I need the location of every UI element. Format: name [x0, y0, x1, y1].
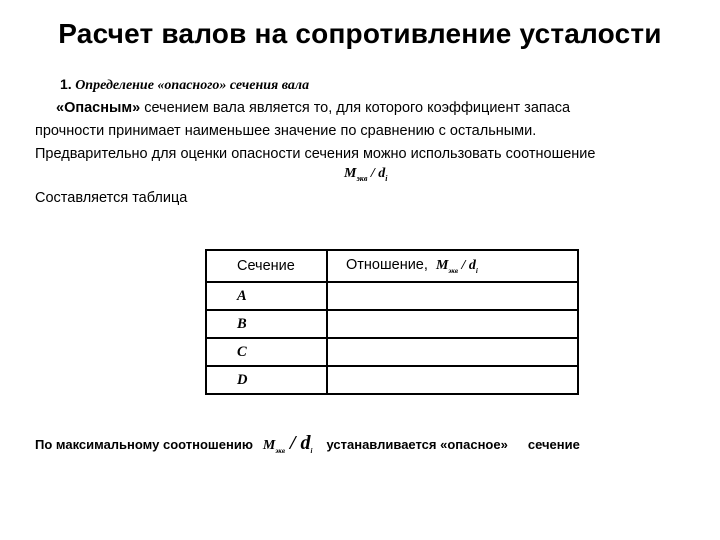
concl-formula-sep: / d: [284, 432, 311, 454]
table-header-ratio: [327, 250, 578, 282]
conclusion-lead: По максимальному соотношению: [35, 437, 253, 452]
section-heading: [60, 76, 309, 94]
hdr-formula-sep: / d: [458, 258, 476, 274]
table-header-section: Сечение: [206, 250, 327, 282]
hdr-formula-sub2: i: [475, 266, 478, 275]
paragraph-line-1-text: сечением вала является то, для которого коэффициент запаса: [140, 100, 571, 116]
table-cell-empty: [327, 310, 578, 338]
section-number: 1.: [60, 76, 72, 92]
page-title: Расчет валов на сопротивление усталости: [58, 18, 662, 49]
ratio-formula: [344, 166, 388, 183]
table-row: [206, 366, 578, 394]
table-cell-empty: [327, 366, 578, 394]
table-row: [206, 282, 578, 310]
formula-sub2: i: [385, 173, 388, 183]
table-header-row: [206, 250, 578, 282]
concl-formula-m: M: [262, 438, 276, 453]
table-row-label: D: [206, 366, 327, 394]
table-intro: Составляется таблица: [35, 190, 188, 206]
paragraph-line-2: прочности принимает наименьшее значение по сравнению с остальными.: [35, 123, 537, 139]
concl-formula-sub: экв: [275, 446, 285, 455]
conclusion-formula: [262, 432, 313, 455]
bold-term: «Опасным»: [56, 100, 141, 116]
table-row: [206, 310, 578, 338]
formula-sep: / d: [367, 166, 386, 181]
conclusion-last: сечение: [527, 437, 580, 452]
section-heading-text: Определение «опасного» сечения вала: [75, 78, 310, 93]
table-row-label: C: [206, 338, 327, 366]
formula-m: M: [344, 166, 357, 181]
table-row-label: B: [206, 310, 327, 338]
hdr-formula-m: M: [435, 258, 449, 274]
table-header-ratio-label: Отношение,: [346, 257, 428, 274]
paragraph-line-1: [56, 100, 570, 116]
table-header-formula: [436, 258, 478, 273]
sections-table: [205, 249, 579, 395]
conclusion-tail: устанавливается «опасное»: [326, 437, 508, 452]
conclusion-line: [35, 432, 580, 455]
table-cell-empty: [327, 282, 578, 310]
paragraph-line-3: Предварительно для оценки опасности сечения можно использовать соотношение: [35, 146, 596, 162]
formula-sub: экв: [356, 173, 368, 183]
table-row: [206, 338, 578, 366]
hdr-formula-sub: экв: [448, 266, 458, 275]
concl-formula-sub2: i: [310, 446, 313, 455]
table-row-label: A: [206, 282, 327, 310]
table-cell-empty: [327, 338, 578, 366]
